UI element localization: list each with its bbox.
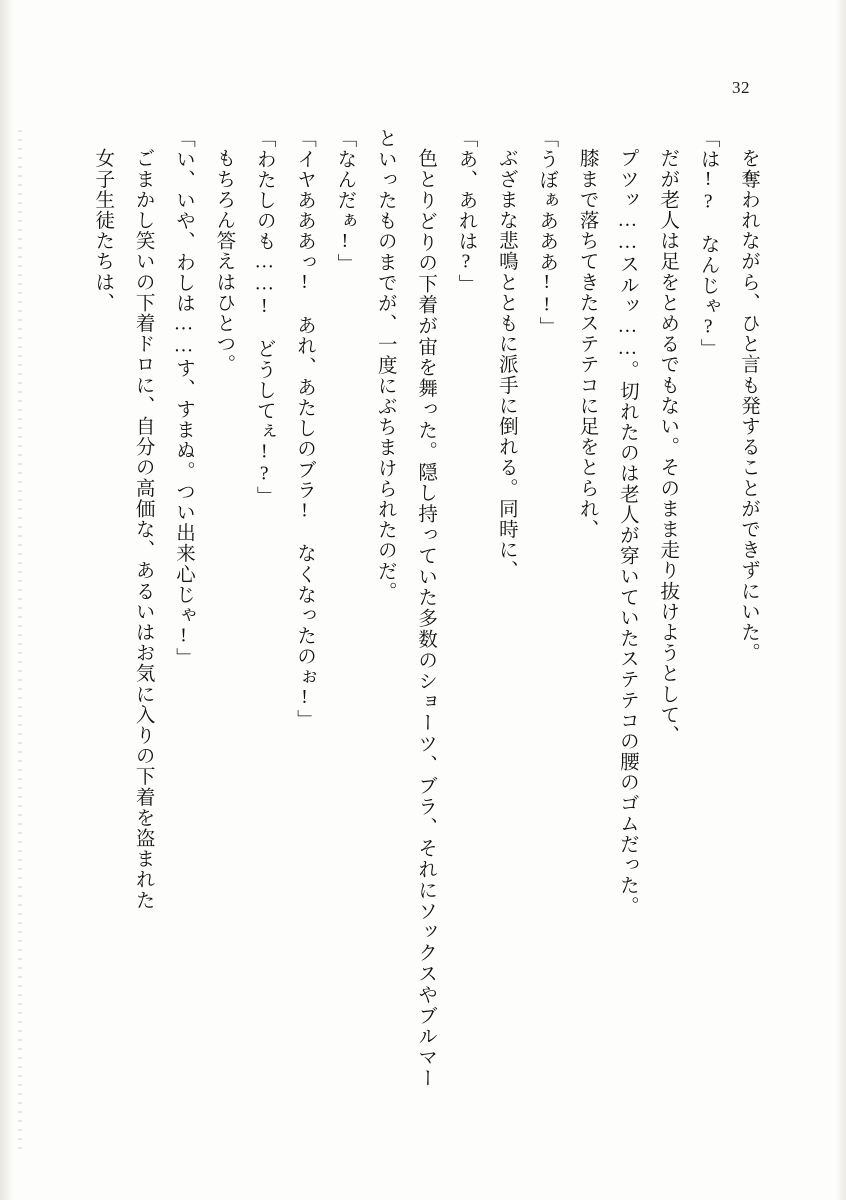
paragraph: 「なんだぁ!」 <box>334 128 356 274</box>
paragraph: 「は!? なんじゃ?」 <box>697 128 719 360</box>
paragraph: 「い、いや、わしは……す、すまぬ。つい出来心じゃ!」 <box>172 128 194 669</box>
paragraph: 「あ、あれは?」 <box>455 128 477 295</box>
paragraph: 「わたしのも……! どうしてぇ!?」 <box>253 128 275 507</box>
paragraph: を奪われながら、ひと言も発することができずにいた。 <box>738 147 759 663</box>
paragraph: 膝まで落ちてきたステテコに足をとられ、 <box>576 147 598 539</box>
paragraph: プツッ……スルッ……。切れたのは老人が穿いていたステテコの腰のゴムだった。 <box>616 147 638 916</box>
page-edge-texture <box>18 130 22 1150</box>
page-number: 32 <box>732 78 750 97</box>
page-body-text <box>82 128 768 1088</box>
paragraph: 女子生徒たちは、 <box>92 147 114 313</box>
paragraph: 「イヤあああっ! あれ、あたしのブラ! なくなったのぉ!」 <box>294 128 316 730</box>
paragraph: 色とりどりの下着が宙を舞った。隠し持っていた多数のショーツ、ブラ、それにソックスやブルマーといったものまでが、一度にぶちまけられたのだ。 <box>374 128 437 1088</box>
paragraph: だが老人は足をとめるでもない。そのまま走り抜けようとして、 <box>657 147 679 745</box>
paragraph: ごまかし笑いの下着ドロに、自分の高価な、あるいはお気に入りの下着を盗まれた <box>132 147 154 910</box>
paragraph: もちろん答えはひとつ。 <box>213 147 235 375</box>
paragraph: 「うぼぁあああ!!」 <box>536 128 558 337</box>
paragraph: ぶざまな悲鳴とともに派手に倒れる。同時に、 <box>495 147 517 581</box>
